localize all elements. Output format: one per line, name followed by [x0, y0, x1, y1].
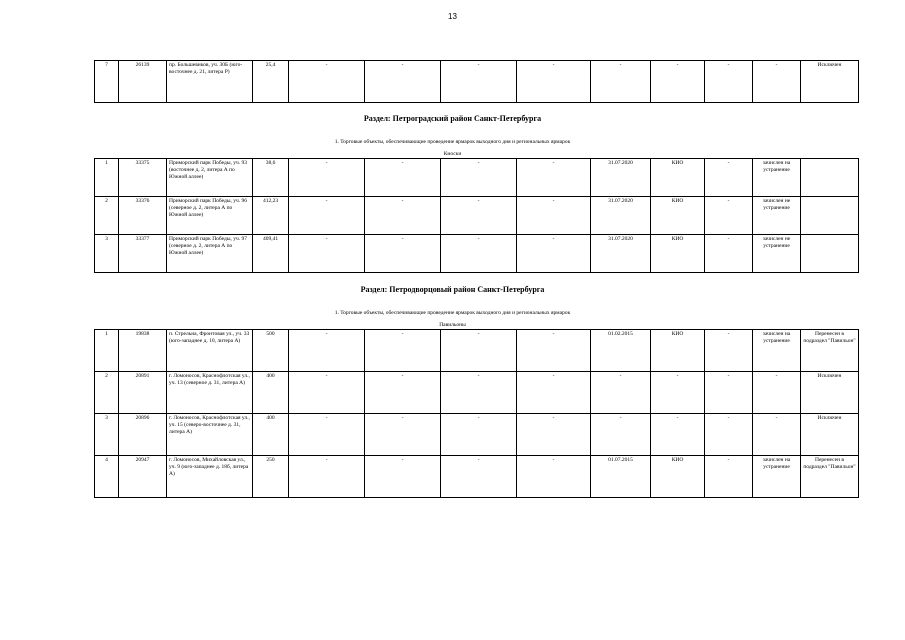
cell: КИО — [651, 330, 705, 372]
cell: зачислен на устранение — [753, 456, 801, 498]
cell: - — [517, 330, 591, 372]
table-row — [95, 414, 859, 456]
cell: - — [441, 235, 517, 273]
cell: - — [289, 159, 365, 197]
table-row — [95, 456, 859, 498]
cell: - — [289, 414, 365, 456]
cell: 19838 — [119, 330, 167, 372]
cell — [801, 197, 859, 235]
cell: г. Ломоносов, Краснофлотская ул., уч. 15 (северо-восточнее д. 31, литера А) — [167, 414, 253, 456]
cell: - — [753, 372, 801, 414]
cell: 01.07.2015 — [591, 456, 651, 498]
cell — [801, 235, 859, 273]
table-row — [95, 372, 859, 414]
cell: КИО — [651, 159, 705, 197]
cell: - — [517, 197, 591, 235]
cell: - — [651, 414, 705, 456]
cell: - — [441, 456, 517, 498]
cell: - — [591, 414, 651, 456]
cell: г. Ломоносов, Михайловская ул., уч. 9 (юго-западнее д. 18б, литера А) — [167, 456, 253, 498]
cell: - — [365, 159, 441, 197]
cell: 2 — [95, 197, 119, 235]
cell: зачислен на устранение — [753, 330, 801, 372]
cell: 25,4 — [253, 61, 289, 103]
section-subtitle: 1. Торговые объекты, обеспечивающие проведение ярмарок выходного дня и региональных ярмарок — [334, 139, 571, 145]
cell: 33376 — [119, 197, 167, 235]
cell: - — [441, 372, 517, 414]
cell: 31.07.2020 — [591, 235, 651, 273]
cell: Исключен — [801, 61, 859, 103]
cell: КИО — [651, 235, 705, 273]
section-subgroup: Павильоны — [439, 322, 466, 328]
cell: - — [705, 372, 753, 414]
section-subtitle: 1. Торговые объекты, обеспечивающие проведение ярмарок выходного дня и региональных ярмарок — [334, 310, 571, 316]
cell: 20896 — [119, 414, 167, 456]
cell: Перенесен в подраздел "Павильон" — [801, 330, 859, 372]
cell: - — [365, 372, 441, 414]
cell: 1 — [95, 159, 119, 197]
table-row — [95, 159, 859, 197]
cell: зачислен на устранение — [753, 159, 801, 197]
cell: - — [289, 235, 365, 273]
cell: - — [705, 330, 753, 372]
cell: - — [517, 159, 591, 197]
section-title: Раздел: Петроградский район Санкт-Петербурга — [363, 114, 542, 123]
cell: - — [289, 197, 365, 235]
cell: - — [517, 456, 591, 498]
cell: - — [705, 159, 753, 197]
cell: 412,23 — [253, 197, 289, 235]
cell: - — [289, 456, 365, 498]
cell: - — [705, 414, 753, 456]
top-table — [94, 60, 859, 103]
table-row — [95, 197, 859, 235]
cell: 31.07.2020 — [591, 197, 651, 235]
cell: - — [705, 197, 753, 235]
cell: 01.02.2015 — [591, 330, 651, 372]
cell: - — [365, 197, 441, 235]
table-row — [95, 235, 859, 273]
cell: - — [591, 372, 651, 414]
cell: Исключен — [801, 372, 859, 414]
cell: КИО — [651, 456, 705, 498]
cell: - — [365, 330, 441, 372]
cell: - — [517, 235, 591, 273]
section-table-petrogradsky — [94, 158, 859, 273]
cell: - — [289, 330, 365, 372]
cell: - — [365, 414, 441, 456]
cell: 3 — [95, 414, 119, 456]
cell: 250 — [253, 456, 289, 498]
cell: зачислен не устранение — [753, 235, 801, 273]
cell: 7 — [95, 61, 119, 103]
cell: 4 — [95, 456, 119, 498]
cell: 409,41 — [253, 235, 289, 273]
page-number: 13 — [448, 12, 457, 21]
cell: - — [289, 61, 365, 103]
cell: - — [441, 159, 517, 197]
cell: - — [753, 414, 801, 456]
cell: - — [441, 61, 517, 103]
cell: 26139 — [119, 61, 167, 103]
cell: - — [651, 372, 705, 414]
cell: зачислен не устранение — [753, 197, 801, 235]
cell: КИО — [651, 197, 705, 235]
cell: 1 — [95, 330, 119, 372]
section-title: Раздел: Петродворцовый район Санкт-Петербурга — [360, 285, 545, 294]
cell: - — [753, 61, 801, 103]
cell: 400 — [253, 372, 289, 414]
cell: - — [441, 197, 517, 235]
cell: г. Ломоносов, Краснофлотская ул., уч. 13 (северное д. 31, литера А) — [167, 372, 253, 414]
cell — [801, 159, 859, 197]
cell: - — [517, 414, 591, 456]
cell: 20947 — [119, 456, 167, 498]
cell: 33375 — [119, 159, 167, 197]
cell: - — [591, 61, 651, 103]
cell: 31.07.2020 — [591, 159, 651, 197]
cell: - — [705, 456, 753, 498]
cell: 3 — [95, 235, 119, 273]
cell: - — [289, 372, 365, 414]
cell: Приморский парк Победы, уч. 97 (северное д. 2, литера А по Южной аллее) — [167, 235, 253, 273]
cell: Исключен — [801, 414, 859, 456]
cell: 400 — [253, 414, 289, 456]
cell: п. Стрельна, Фронтовая ул., уч. 33 (юго-западнее д. 10, литера А) — [167, 330, 253, 372]
cell: Приморский парк Победы, уч. 96 (северное д. 2, литера А по Южной аллее) — [167, 197, 253, 235]
cell: - — [365, 235, 441, 273]
section-table-petrodvortsovy — [94, 329, 859, 498]
cell: - — [705, 235, 753, 273]
cell: пр. Большевиков, уч. 30Б (юго-восточнее д. 21, литера Р) — [167, 61, 253, 103]
cell: 20891 — [119, 372, 167, 414]
cell: - — [517, 61, 591, 103]
cell: 38,6 — [253, 159, 289, 197]
cell: - — [441, 414, 517, 456]
cell: - — [441, 330, 517, 372]
cell: - — [705, 61, 753, 103]
cell: - — [651, 61, 705, 103]
table-row — [95, 61, 859, 103]
section-subgroup: Киоски — [443, 151, 462, 157]
cell: 33377 — [119, 235, 167, 273]
cell: - — [365, 456, 441, 498]
cell: - — [365, 61, 441, 103]
cell: 500 — [253, 330, 289, 372]
table-row — [95, 330, 859, 372]
cell: Перенесен в подраздел "Павильон" — [801, 456, 859, 498]
cell: 2 — [95, 372, 119, 414]
cell: Приморский парк Победы, уч. 93 (восточнее д. 2, литера А по Южной аллее) — [167, 159, 253, 197]
cell: - — [517, 372, 591, 414]
